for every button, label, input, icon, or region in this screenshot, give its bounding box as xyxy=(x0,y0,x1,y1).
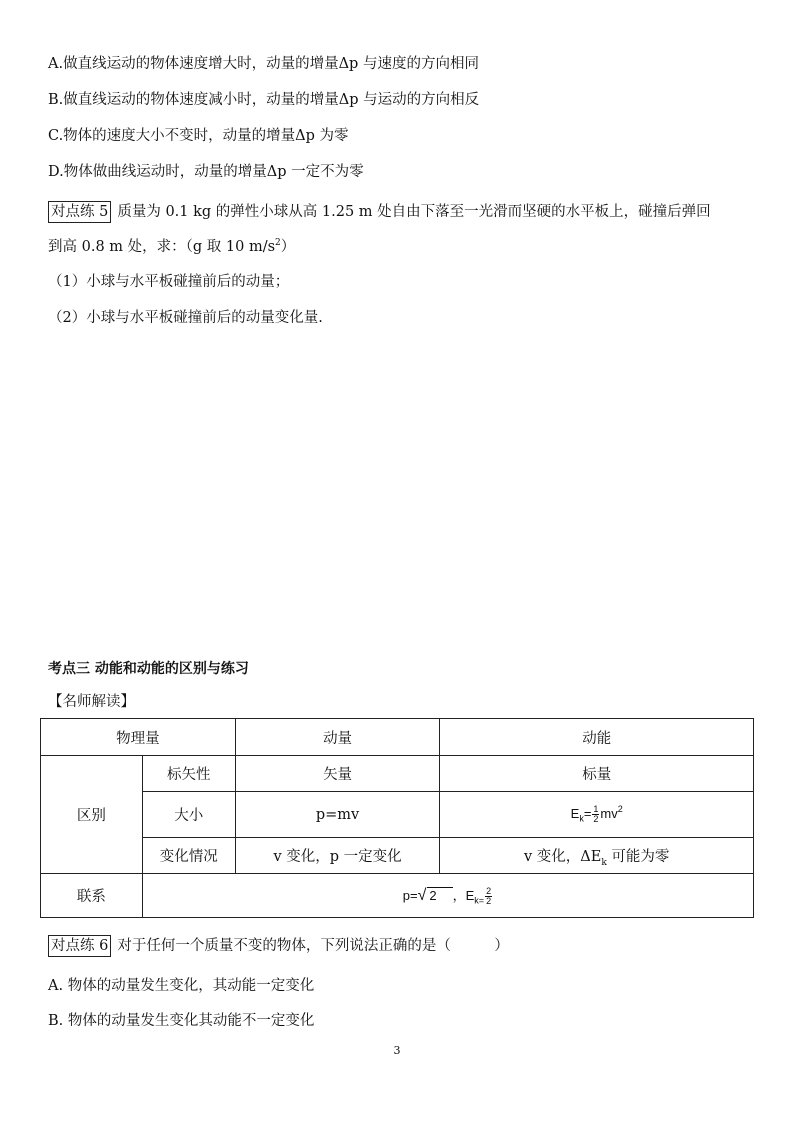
header-kinetic: 动能 xyxy=(440,719,754,756)
table-row xyxy=(41,756,754,792)
practice6-tag: 对点练 6 xyxy=(48,935,111,957)
ek-sup: 2 xyxy=(617,803,623,814)
link-e-sub: k= xyxy=(474,895,485,906)
row3-momentum: v 变化，p 一定变化 xyxy=(235,838,440,874)
option-a: A.做直线运动的物体速度增大时，动量的增量Δp 与速度的方向相同 xyxy=(48,56,479,72)
row2-kinetic xyxy=(440,792,754,838)
ek-rhs: mv xyxy=(600,805,618,821)
option-a-bottom: A. 物体的动量发生变化，其动能一定变化 xyxy=(48,978,315,994)
option-b-bottom: B. 物体的动量发生变化其动能不一定变化 xyxy=(48,1013,315,1029)
table-row xyxy=(41,838,754,874)
link-fraction xyxy=(485,887,492,906)
practice5-sup: 2 xyxy=(275,238,281,248)
frac-den: 2 xyxy=(593,814,599,824)
page-number: 3 xyxy=(393,1044,401,1057)
row3-kinetic-post: 可能为零 xyxy=(606,849,670,865)
row2-momentum: p=mv xyxy=(235,792,440,838)
ek-symbol: E xyxy=(570,805,580,821)
link-e: E xyxy=(465,887,475,903)
section3-title: 考点三 动能和动能的区别与练习 xyxy=(48,661,249,677)
sqrt-content: 2 xyxy=(427,887,452,903)
row1-label: 标矢性 xyxy=(142,756,235,792)
practice5-q2: （2）小球与水平板碰撞前后的动量变化量. xyxy=(48,310,323,326)
frac-num: 1 xyxy=(593,804,599,814)
link-frac-num: 2 xyxy=(486,886,492,897)
table-link-row xyxy=(41,874,754,918)
row3-kinetic-pre: v 变化，ΔE xyxy=(524,849,602,865)
practice6-text: 对于任何一个质量不变的物体，下列说法正确的是（ ） xyxy=(117,938,509,954)
link-p: p= xyxy=(402,887,418,903)
practice5-q1: （1）小球与水平板碰撞前后的动量； xyxy=(48,274,290,290)
half-fraction xyxy=(592,805,599,824)
link-frac-den: 2 xyxy=(486,896,492,907)
section3-subtitle: 【名师解读】 xyxy=(48,694,135,710)
ek-sub: k xyxy=(579,813,584,824)
option-b: B.做直线运动的物体速度减小时，动量的增量Δp 与运动的方向相反 xyxy=(48,92,480,108)
row1-kinetic: 标量 xyxy=(440,756,754,792)
table-row xyxy=(41,792,754,838)
option-c: C.物体的速度大小不变时，动量的增量Δp 为零 xyxy=(48,128,349,144)
practice5-text2: 到高 0.8 m 处，求：（g 取 10 m/s xyxy=(48,239,276,255)
table-header-row xyxy=(41,719,754,756)
option-d: D.物体做曲线运动时，动量的增量Δp 一定不为零 xyxy=(48,164,364,180)
header-quantity: 物理量 xyxy=(41,719,236,756)
row3-kinetic-sub: k xyxy=(601,857,607,868)
practice5-text1: 质量为 0.1 kg 的弹性小球从高 1.25 m 处自由下落至一光滑而坚硬的水平板上，碰撞后弹回 xyxy=(117,204,711,220)
practice5-tag: 对点练 5 xyxy=(48,201,111,223)
practice5-suffix: ） xyxy=(280,239,296,255)
header-momentum: 动量 xyxy=(235,719,440,756)
practice6-line xyxy=(48,935,509,957)
comparison-table xyxy=(40,718,754,918)
practice5-line1 xyxy=(48,201,711,223)
sqrt-sign: √ xyxy=(417,886,427,904)
practice5-line2 xyxy=(48,237,295,257)
link-formula xyxy=(142,874,753,918)
ek-eq: = xyxy=(583,805,592,821)
link-sep: ， xyxy=(452,887,466,903)
diff-label: 区别 xyxy=(41,756,143,874)
row3-label: 变化情况 xyxy=(142,838,235,874)
link-label: 联系 xyxy=(41,874,143,918)
row1-momentum: 矢量 xyxy=(235,756,440,792)
row2-label: 大小 xyxy=(142,792,235,838)
row3-kinetic xyxy=(440,838,754,874)
